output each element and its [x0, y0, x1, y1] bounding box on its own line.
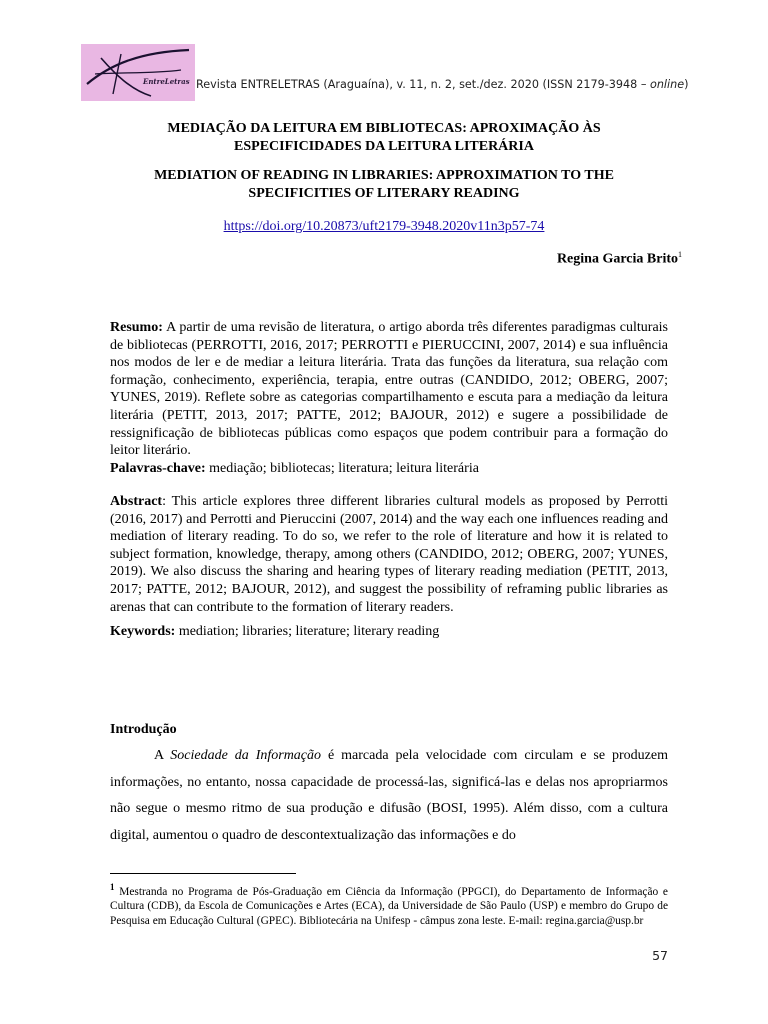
- author-footnote-mark[interactable]: 1: [678, 250, 682, 259]
- resumo-text: A partir de uma revisão de literatura, o artigo aborda três diferentes paradigmas culturais de bibliotecas (PERROTTI, 2016, 2017; PERROTTI e PIERUCCINI, 2007, 2014) e sua influência nos modos de ler e de mediar a leitura literária. Trata das funções da literatura, sua relação com formação, conhecimento, experiência, terapia, entre outras (CANDIDO, 2012; OBERG, 2007; YUNES, 2019). Reflete sobre as categorias compartilhamento e escuta para a mediação da leitura literária (PETIT, 2013, 2017; PATTE, 2012; BAJOUR, 2012) e sugere a possibilidade de ressignificação de bibliotecas públicas como espaços que podem contribuir para a formação do leitor literário.: [110, 320, 668, 459]
- title-pt-line1: MEDIAÇÃO DA LEITURA EM BIBLIOTECAS: APROXIMAÇÃO ÀS: [167, 121, 601, 136]
- journal-logo: [81, 44, 195, 101]
- author-name-text: Regina Garcia Brito: [556, 251, 678, 267]
- journal-close: ): [684, 78, 689, 91]
- introduction-paragraph: [110, 743, 668, 849]
- abstract-label: Abstract: [110, 494, 163, 509]
- doi-link[interactable]: https://doi.org/10.20873/uft2179-3948.2020v11n3p57-74: [223, 219, 545, 234]
- title-english: [110, 167, 658, 203]
- abstract-text: : This article explores three different libraries cultural models as proposed by Perrotti (2016, 2017) and Perrotti and Pieruccini (2007, 2014) and the way each one influences reading and mediation of literary reading. To do so, we refer to the role of literature and how it is related to subject formation, knowledge, therapy, among others (CANDIDO, 2012; OBERG, 2007; YUNES, 2019). We also discuss the sharing and hearing types of literary reading mediation (PETIT, 2013, 2017; PATTE, 2012; BAJOUR, 2012), and suggest the possibility of reframing public libraries as arenas that can contribute to the formation of literary readers.: [110, 494, 668, 615]
- journal-header: [196, 78, 689, 91]
- journal-online: online: [649, 78, 685, 91]
- footnote-text: Mestranda no Programa de Pós-Graduação em Ciência da Informação (PPGCI), do Departamento de Informação e Cultura (CDB), da Escola de Comunicações e Artes (ECA), da Universidade de São Paulo (USP) e membro do Grupo de Pesquisa em Educação Cultural (GPEC). Bibliotecária na Unifesp - câmpus zona leste. E-mail: regina.garcia@usp.br: [110, 885, 668, 927]
- intro-italic: Sociedade da Informação: [170, 748, 322, 763]
- palavras-chave-label: Palavras-chave:: [110, 461, 206, 476]
- title-portuguese: [110, 120, 658, 156]
- introduction-heading: Introdução: [110, 722, 177, 737]
- resumo-paragraph: [110, 319, 668, 460]
- journal-citation: Revista ENTRELETRAS (Araguaína), v. 11, n. 2, set./dez. 2020 (ISSN 2179-3948 –: [196, 78, 650, 91]
- intro-text: é marcada pela velocidade com circulam e se produzem informações, no entanto, nossa capacidade de processá-las, significá-las e delas nos apropriarmos não segue o mesmo ritmo de sua produção e difusão (BOSI, 1995). Além disso, com a cultura digital, aumentou o quadro de descontextualização das informações e do: [110, 748, 668, 843]
- footnote-divider: [110, 873, 296, 874]
- footnote: [110, 880, 668, 929]
- intro-lead: A: [154, 748, 171, 763]
- keywords-paragraph: [110, 623, 668, 641]
- logo-text: EntreLetras: [143, 77, 190, 86]
- author-name: [557, 250, 682, 268]
- abstract-paragraph: [110, 493, 668, 616]
- page-number: 57: [652, 948, 668, 963]
- footnote-mark: 1: [110, 882, 115, 892]
- palavras-chave-paragraph: [110, 460, 668, 478]
- resumo-label: Resumo:: [110, 320, 163, 335]
- quill-logo-icon: [81, 44, 195, 101]
- title-en-line1: MEDIATION OF READING IN LIBRARIES: APPROXIMATION TO THE: [154, 168, 614, 183]
- palavras-chave-text: mediação; bibliotecas; literatura; leitura literária: [205, 461, 479, 476]
- keywords-text: mediation; libraries; literature; literary reading: [175, 624, 440, 639]
- title-pt-line2: ESPECIFICIDADES DA LEITURA LITERÁRIA: [234, 139, 534, 154]
- title-en-line2: SPECIFICITIES OF LITERARY READING: [248, 186, 520, 201]
- keywords-label: Keywords:: [110, 624, 176, 639]
